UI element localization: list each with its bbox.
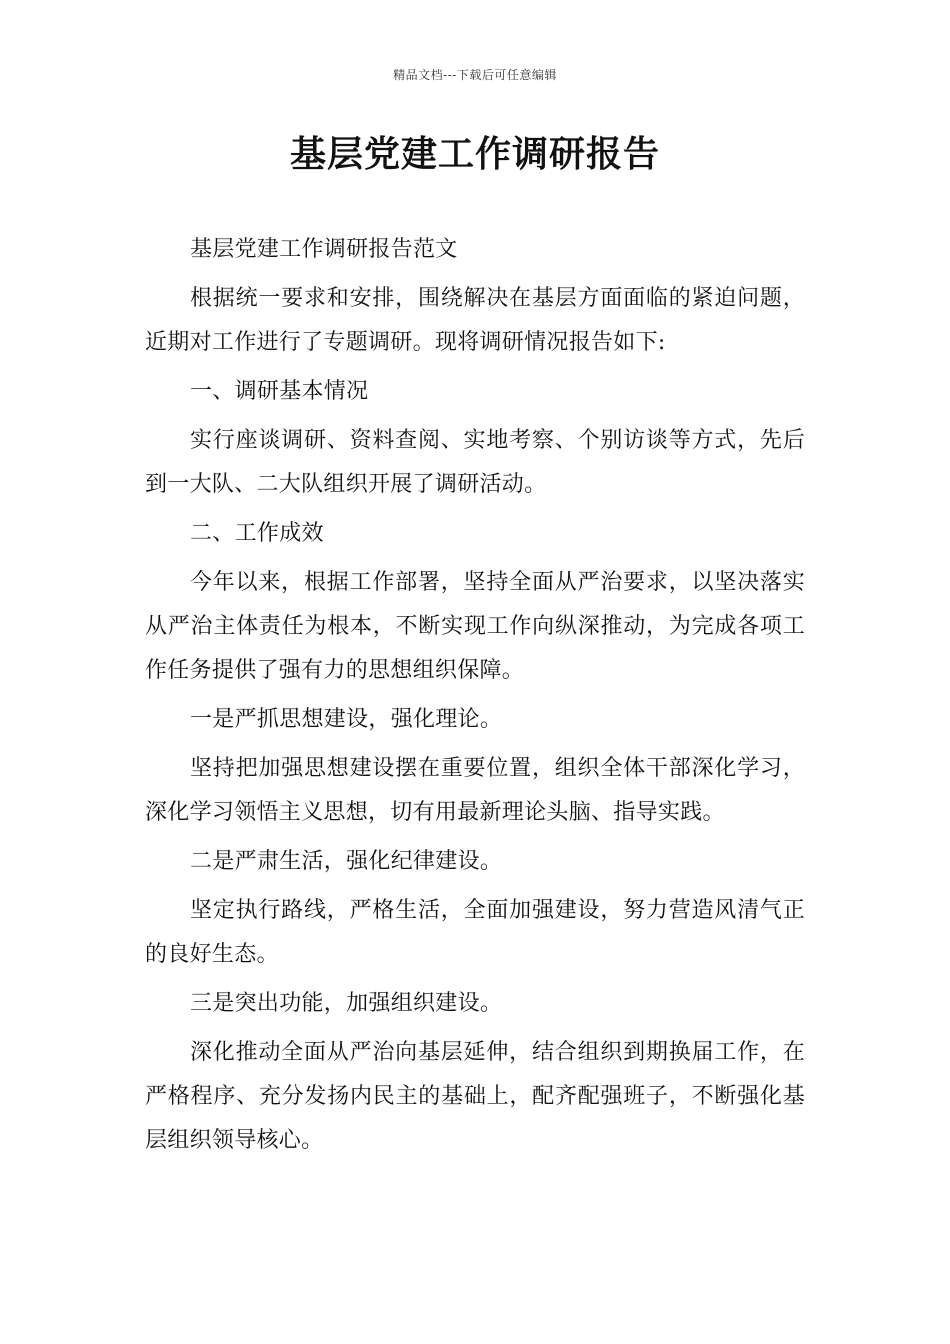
paragraph-subtitle: 基层党建工作调研报告范文 xyxy=(190,237,458,262)
section-heading-2: 二、工作成效 xyxy=(190,521,324,546)
point-heading-3: 三是突出功能，加强组织建设。 xyxy=(190,991,503,1016)
page-header-watermark: 精品文档---下载后可任意编辑 xyxy=(393,68,557,82)
paragraph-point-1: 坚持把加强思想建设摆在重要位置，组织全体干部深化学习，深化学习领悟主义思想，切有用最新理论头脑、指导实践。 xyxy=(145,756,805,825)
document-body xyxy=(145,228,805,1163)
paragraph-survey: 实行座谈调研、资料查阅、实地考察、个别访谈等方式，先后到一大队、二大队组织开展了调研活动。 xyxy=(145,428,805,497)
point-heading-1: 一是严抓思想建设，强化理论。 xyxy=(190,707,503,732)
point-heading-2: 二是严肃生活，强化纪律建设。 xyxy=(190,849,503,874)
paragraph-point-3: 深化推动全面从严治向基层延伸，结合组织到期换届工作，在严格程序、充分发扬内民主的基础上，配齐配强班子，不断强化基层组织领导核心。 xyxy=(145,1040,805,1153)
paragraph-intro: 根据统一要求和安排，围绕解决在基层方面面临的紧迫问题，近期对工作进行了专题调研。现将调研情况报告如下: xyxy=(145,286,805,355)
paragraph-point-2: 坚定执行路线，严格生活，全面加强建设，努力营造风清气正的良好生态。 xyxy=(145,898,805,967)
paragraph-results: 今年以来，根据工作部署，坚持全面从严治要求，以坚决落实从严治主体责任为根本，不断实现工作向纵深推动，为完成各项工作任务提供了强有力的思想组织保障。 xyxy=(145,570,805,683)
document-title: 基层党建工作调研报告 xyxy=(289,133,660,175)
section-heading-1: 一、调研基本情况 xyxy=(190,379,369,404)
